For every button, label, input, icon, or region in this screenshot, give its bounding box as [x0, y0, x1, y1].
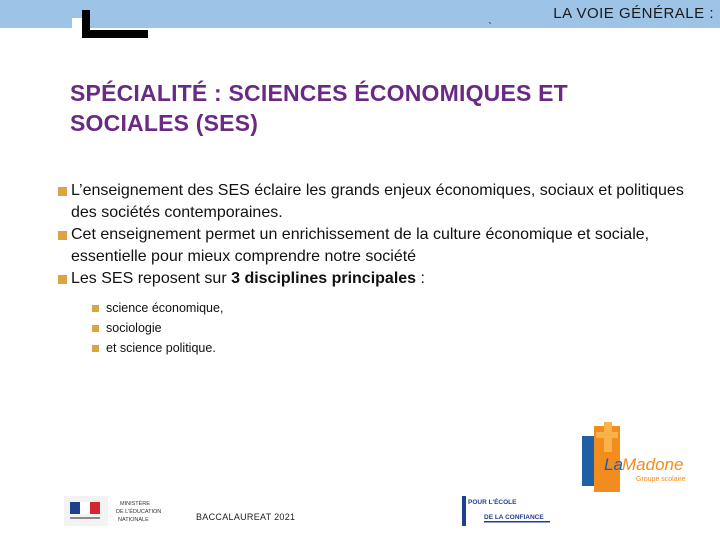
bullet-square-icon	[58, 275, 67, 284]
bullet-square-icon	[58, 187, 67, 196]
logo-tagline: Groupe scolaire	[636, 476, 686, 483]
bullet-item	[58, 224, 698, 268]
bullet-square-icon	[58, 231, 67, 240]
footer-text: BACCALAUREAT 2021	[196, 512, 296, 522]
motto-line	[70, 517, 100, 519]
bullet-text-bold: 3 disciplines principales	[231, 270, 417, 287]
bullet-square-icon	[92, 345, 99, 352]
ministere-line-2: DE L'ÉDUCATION	[116, 509, 162, 515]
stray-mark: `	[488, 20, 492, 34]
slide-title: SPÉCIALITÉ : SCIENCES ÉCONOMIQUES ET SOCIALES (SES)	[70, 80, 568, 136]
logo-underline	[484, 521, 550, 523]
flag-red	[90, 502, 100, 514]
section-title: LA VOIE GÉNÉRALE :	[553, 5, 714, 22]
bullet-text-prefix: Les SES reposent sur	[71, 270, 232, 287]
bullet-square-icon	[92, 325, 99, 332]
sub-bullet-item	[92, 338, 392, 358]
logo-text-la: La	[604, 455, 623, 474]
sub-bullet-text: science économique,	[106, 301, 224, 315]
bullet-text: Cet enseignement permet un enrichissement de la culture économique et sociale, essentielle pour mieux comprendre notre société	[71, 226, 650, 265]
bullet-square-icon	[92, 305, 99, 312]
ecole-line-1: POUR L'ÉCOLE	[468, 499, 517, 506]
logo-text-madone: Madone	[622, 455, 684, 474]
la-madone-logo	[578, 422, 690, 498]
bullet-item	[58, 268, 698, 290]
sub-bullet-text: sociologie	[106, 321, 162, 335]
logo-bar	[462, 496, 466, 526]
flag-white	[80, 502, 90, 514]
corner-bracket-horizontal	[82, 30, 148, 38]
ministere-logo	[64, 496, 164, 526]
sub-bullet-item	[92, 298, 392, 318]
ministere-line-3: NATIONALE	[118, 517, 149, 523]
sub-bullet-text: et science politique.	[106, 341, 216, 355]
sub-bullet-item	[92, 318, 392, 338]
ecole-confiance-logo	[462, 496, 554, 526]
bullet-item	[58, 180, 698, 224]
bullet-list	[58, 180, 698, 290]
sub-bullet-list	[92, 298, 392, 358]
corner-decoration-square	[72, 18, 82, 28]
ministere-line-1: MINISTÈRE	[120, 501, 150, 507]
bullet-text: L’enseignement des SES éclaire les grands enjeux économiques, sociaux et politiques des sociétés contemporaines.	[71, 182, 684, 221]
flag-blue	[70, 502, 80, 514]
ecole-line-2: DE LA CONFIANCE	[484, 514, 544, 521]
bullet-text-suffix: :	[416, 270, 425, 287]
logo-cross-horizontal	[596, 432, 618, 438]
